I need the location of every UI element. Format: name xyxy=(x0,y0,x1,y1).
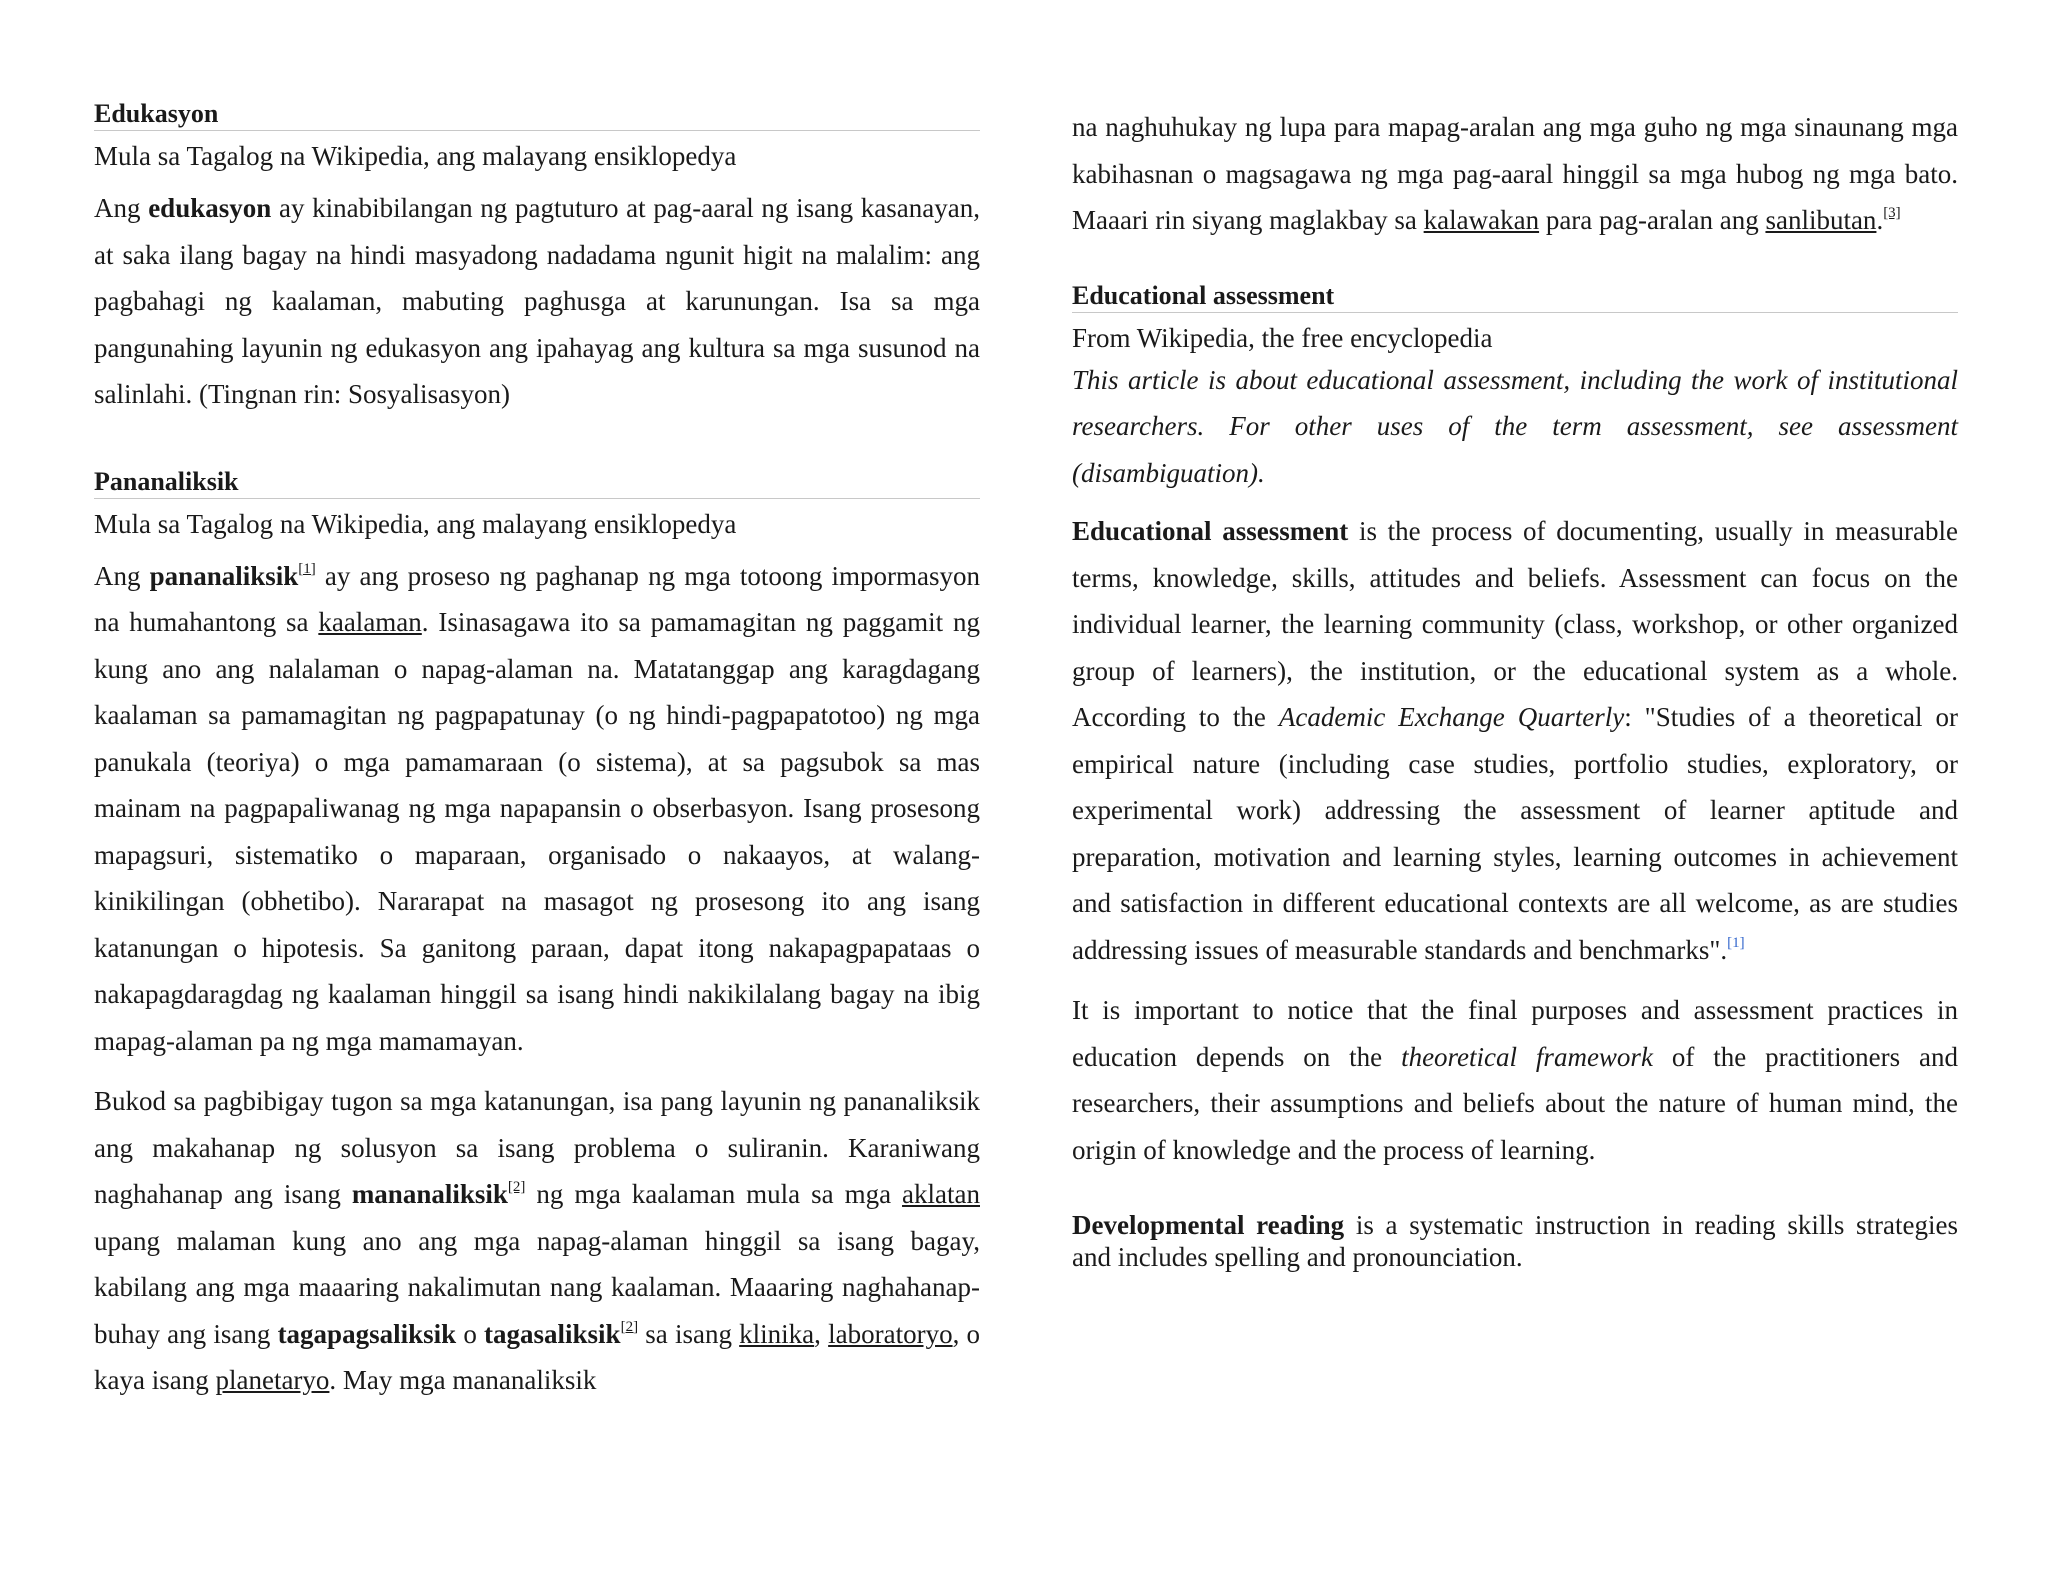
text-run: of the practitioners and researchers, their assumptions and beliefs about the nature of human mind, the origin of knowledge and the process of learning. xyxy=(1072,1041,1958,1165)
text-run: . Isinasagawa ito sa pamamagitan ng paggamit ng kung ano ang nalalaman o napag-alaman na. Matatanggap ang karagdagang kaalaman sa pamamagitan ng pagpapatunay (o ng hindi-pagpapatotoo) ng mga panukala (teoriya) o mga pamamaraan (o sistema), at sa pagsubok sa mas mainam na pagpapaliwanag ng mga napapansin o obserbasyon. Isang prosesong mapagsuri, sistematiko o maparaan, organisado o nakaayos, at walang-kinikilingan (obhetibo). Nararapat na masagot ng prosesong ito ang isang katanungan o hipotesis. Sa ganitong paraan, dapat itong nakapagpapataas o nakapagdaragdag ng kaalaman hinggil sa isang hindi nakikilalang bagay na ibig mapag-alaman pa ng mga mamamayan. xyxy=(94,607,980,1056)
text-run: , xyxy=(814,1318,829,1349)
text-run: It is important to notice that the final purposes and assessment practices in education depends on the xyxy=(1072,995,1958,1072)
link-sanlibutan[interactable]: sanlibutan xyxy=(1765,205,1877,235)
edukasyon-section xyxy=(94,98,980,418)
text-run: ay kinabibilangan ng pagtuturo at pag-aaral ng isang kasanayan, at saka ilang bagay na hindi masyadong nadadama ngunit higit na malalim: ang pagbahagi ng kaalaman, mabuting paghusga at karunungan. Isa sa mga pangunahing layunin ng edukasyon ang ipahayag ang kultura sa mga susunod na salinlahi. (Tingnan rin: Sosyalisasyon) xyxy=(94,193,981,409)
hatnote: This article is about educational assessment, including the work of institutional researchers. For other uses of the term assessment, see assessment (disambiguation). xyxy=(1072,364,1958,488)
pananaliksik-continuation xyxy=(1072,104,1958,244)
text-run: sa isang xyxy=(638,1318,740,1349)
section-gap xyxy=(94,432,980,466)
link-planetaryo[interactable]: planetaryo xyxy=(215,1365,330,1395)
text-run: para pag-aralan ang xyxy=(1539,205,1766,235)
link-aklatan[interactable]: aklatan xyxy=(902,1179,980,1209)
text-run: is a systematic instruction in reading skills strategies and includes spelling and pronounciation. xyxy=(1072,1210,1958,1272)
text-run: is the process of documenting, usually in measurable terms, knowledge, skills, attitudes and beliefs. Assessment can focus on the individual learner, the learning community (class, workshop, or other organized group of learners), the institution, or the educational system as a whole. According to the xyxy=(1072,516,1959,732)
pananaliksik-paragraph-1 xyxy=(94,553,980,1065)
bold-term: mananaliksik xyxy=(351,1179,508,1209)
italic-term: theoretical framework xyxy=(1401,1041,1653,1072)
italic-title: Academic Exchange Quarterly xyxy=(1278,702,1625,732)
pananaliksik-section xyxy=(94,466,980,1404)
text-run: Ang xyxy=(94,193,149,223)
text-run: na naghuhukay ng lupa para mapag-aralan ang mga guho ng mga sinaunang mga kabihasnan o magsagawa ng mga pag-aaral hinggil sa mga hubog ng mga bato. Maaari rin siyang maglakbay sa xyxy=(1072,112,1958,235)
bold-term: Educational assessment xyxy=(1072,516,1349,546)
bold-term: tagapagsaliksik xyxy=(277,1318,457,1349)
educational-assessment-section xyxy=(1072,280,1958,1174)
left-column xyxy=(94,98,980,1418)
reference-link[interactable]: [3] xyxy=(1883,205,1901,221)
link-klinika[interactable]: klinika xyxy=(739,1318,815,1349)
educational-assessment-subtitle: From Wikipedia, the free encyclopedia xyxy=(1072,322,1493,353)
link-kalawakan[interactable]: kalawakan xyxy=(1423,205,1540,235)
assessment-paragraph-1 xyxy=(1072,508,1958,973)
link-laboratoryo[interactable]: laboratoryo xyxy=(828,1318,953,1349)
text-run: Ang xyxy=(94,560,150,591)
bold-term: Developmental reading xyxy=(1072,1210,1345,1240)
edukasyon-title: Edukasyon xyxy=(94,98,980,131)
reference-link[interactable]: [2] xyxy=(620,1318,639,1335)
bold-term: pananaliksik xyxy=(149,560,299,591)
text-run: upang malaman kung ano ang mga napag-alaman hinggil sa isang bagay, kabilang ang mga maaaring nakalimutan nang kaalaman. Maaaring naghahanap-buhay ang isang xyxy=(94,1225,980,1349)
reference-link[interactable]: [1] xyxy=(298,560,316,577)
pananaliksik-paragraph-2 xyxy=(94,1078,980,1404)
reference-link[interactable]: [1] xyxy=(1727,934,1745,951)
text-run: ay ang proseso ng paghanap ng mga totoong impormasyon na humahantong sa xyxy=(94,560,980,637)
developmental-reading-paragraph xyxy=(1072,1209,1958,1273)
text-run: . May mga mananaliksik xyxy=(329,1365,597,1395)
bold-term: edukasyon xyxy=(148,193,272,223)
reference-link[interactable]: [2] xyxy=(507,1179,526,1195)
text-run: . xyxy=(1876,205,1884,235)
right-column xyxy=(1072,104,1958,1287)
text-run: : "Studies of a theoretical or empirical nature (including case studies, portfolio studies, exploratory, or experimental work) addressing the assessment of learner aptitude and preparation, motivation and learning styles, learning outcomes in achievement and satisfaction in different educational contexts are all welcome, as are studies addressing issues of measurable standards and benchmarks". xyxy=(1072,702,1959,965)
pananaliksik-title: Pananaliksik xyxy=(94,466,980,499)
section-gap xyxy=(1072,258,1958,280)
text-run: , o kaya isang xyxy=(94,1318,981,1395)
bold-term: tagasaliksik xyxy=(484,1318,621,1349)
text-run: ng mga kaalaman mula sa mga xyxy=(525,1179,903,1209)
edukasyon-subtitle: Mula sa Tagalog na Wikipedia, ang malayang ensiklopedya xyxy=(94,141,737,171)
text-run: o xyxy=(456,1318,485,1349)
section-gap xyxy=(1072,1187,1958,1209)
edukasyon-paragraph xyxy=(94,185,980,418)
assessment-paragraph-2 xyxy=(1072,987,1958,1173)
educational-assessment-title: Educational assessment xyxy=(1072,280,1958,313)
pananaliksik-subtitle: Mula sa Tagalog na Wikipedia, ang malayang ensiklopedya xyxy=(94,508,737,539)
text-run: Bukod sa pagbibigay tugon sa mga katanungan, isa pang layunin ng pananaliksik ang makahanap ng solusyon sa isang problema o suliranin. Karaniwang naghahanap ang isang xyxy=(94,1086,980,1209)
link-kaalaman[interactable]: kaalaman xyxy=(318,607,422,637)
